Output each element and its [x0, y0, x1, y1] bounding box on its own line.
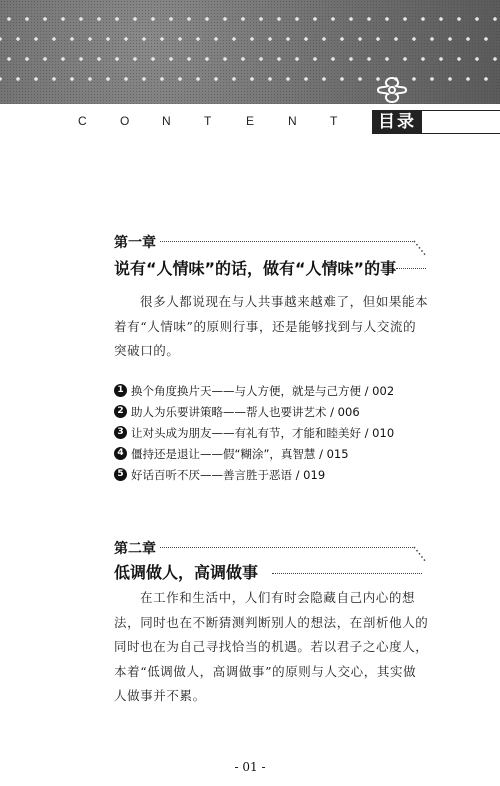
header-texture-band — [0, 0, 500, 104]
chapter1-title: 说有“人情味”的话，做有“人情味”的事 — [114, 259, 397, 278]
toc-entry-text: 好话百听不厌——善言胜于恶语 / 019 — [131, 467, 326, 482]
paragraph-line: 本着“低调做人，高调做事”的原则与人交心，其实做 — [114, 663, 417, 679]
contents-letter: N — [288, 114, 297, 128]
toc-entry[interactable] — [114, 422, 394, 443]
paragraph-line: 着有“人情味”的原则行事，还是能够找到与人交流的 — [114, 318, 417, 334]
chapter2-dotted-corner — [412, 546, 432, 566]
paragraph-line: 很多人都说现在与人共事越来越难了，但如果能本 — [140, 294, 429, 309]
mulu-side-frame — [422, 110, 500, 134]
chapter2-title: 低调做人，高调做事 — [114, 563, 259, 582]
contents-letter: O — [120, 114, 130, 128]
circled-number-icon: 3 — [114, 426, 127, 439]
dot-pattern-row — [0, 76, 500, 82]
dot-pattern-row — [0, 16, 500, 22]
toc-entry[interactable] — [114, 443, 394, 464]
chapter1-intro — [114, 290, 434, 364]
chapter2-dotted-rule — [160, 547, 415, 548]
contents-letter: N — [162, 114, 171, 128]
toc-entry[interactable] — [114, 464, 394, 485]
chapter1-dotted-rule — [160, 241, 415, 242]
contents-letter: T — [204, 114, 212, 128]
page-number: - 01 - — [234, 760, 266, 774]
circled-number-icon: 2 — [114, 405, 127, 418]
paragraph-line: 突破口的。 — [114, 343, 180, 358]
paragraph-line: 人做事并不累。 — [114, 688, 206, 703]
chinese-knot-ornament-icon — [372, 76, 412, 104]
chapter1-dotted-corner — [412, 240, 432, 260]
dot-pattern-row — [0, 56, 500, 62]
contents-word — [78, 114, 414, 128]
chapter1-title-dotted-rule — [396, 268, 426, 269]
chapter1-toc — [114, 380, 394, 485]
paragraph-line: 法，同时也在不断猜测判断别人的想法，在剖析他人的 — [114, 614, 429, 630]
toc-entry[interactable] — [114, 380, 394, 401]
dot-pattern-row — [0, 36, 500, 42]
toc-entry-text: 让对头成为朋友——有礼有节，才能和睦美好 / 010 — [131, 425, 395, 440]
chapter2-title-dotted-rule — [272, 573, 422, 574]
toc-entry-text: 助人为乐要讲策略——帮人也要讲艺术 / 006 — [131, 404, 360, 419]
toc-entry[interactable] — [114, 401, 394, 422]
toc-entry-text: 僵持还是退让——假“糊涂”，真智慧 / 015 — [131, 446, 349, 461]
circled-number-icon: 4 — [114, 447, 127, 460]
toc-entry-text: 换个角度换片天——与人方便，就是与己方便 / 002 — [131, 383, 395, 398]
contents-letter: E — [246, 114, 255, 128]
mulu-title: 目录 — [372, 110, 422, 134]
contents-letter: C — [78, 114, 87, 128]
paragraph-line: 在工作和生活中，人们有时会隐藏自己内心的想 — [140, 590, 416, 605]
contents-letter: T — [330, 114, 338, 128]
circled-number-icon: 5 — [114, 468, 127, 481]
paragraph-line: 同时也在为自己寻找恰当的机遇。若以君子之心度人， — [114, 639, 429, 654]
chapter2-label: 第二章 — [114, 541, 156, 557]
circled-number-icon: 1 — [114, 384, 127, 397]
chapter2-intro — [114, 586, 434, 709]
chapter1-label: 第一章 — [114, 235, 156, 251]
